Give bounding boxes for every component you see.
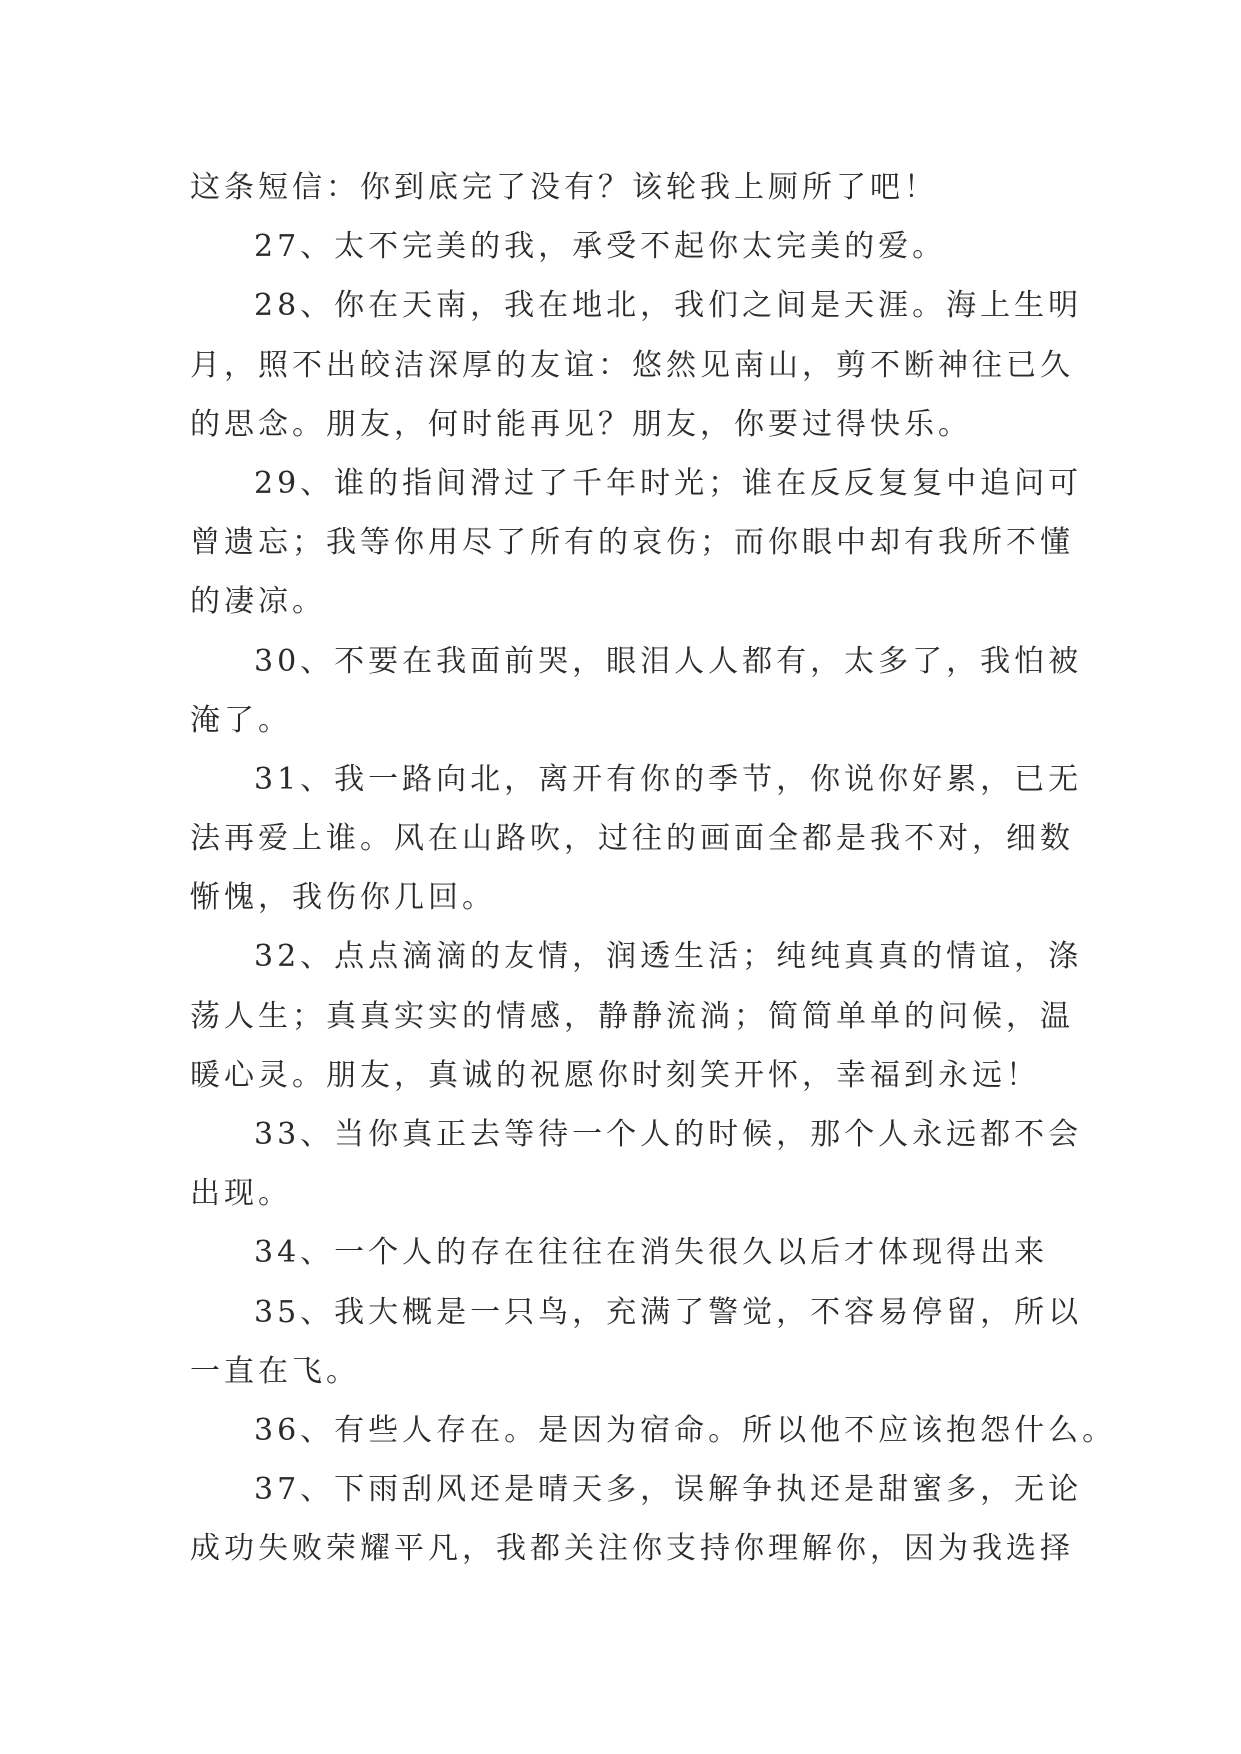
- text-line: 30、不要在我面前哭，眼泪人人都有，太多了，我怕被: [254, 643, 1083, 679]
- text-line: 的思念。朋友，何时能再见？朋友，你要过得快乐。: [190, 406, 972, 442]
- text-line: 37、下雨刮风还是晴天多，误解争执还是甜蜜多，无论: [254, 1472, 1083, 1508]
- text-line: 34、一个人的存在往往在消失很久以后才体现得出来: [254, 1235, 1049, 1271]
- text-line: 28、你在天南，我在地北，我们之间是天涯。海上生明: [254, 288, 1083, 324]
- text-line: 35、我大概是一只鸟，充满了警觉，不容易停留，所以: [254, 1294, 1083, 1330]
- text-line: 法再爱上谁。风在山路吹，过往的画面全都是我不对，细数: [190, 821, 1074, 857]
- text-line: 29、谁的指间滑过了千年时光；谁在反反复复中追问可: [254, 465, 1083, 501]
- text-line: 的凄凉。: [190, 584, 326, 620]
- text-line: 月，照不出皎洁深厚的友谊：悠然见南山，剪不断神往已久: [190, 347, 1074, 383]
- document-body: [190, 158, 1117, 1579]
- text-line: 暖心灵。朋友，真诚的祝愿你时刻笑开怀，幸福到永远！: [190, 1057, 1040, 1093]
- text-line: 曾遗忘；我等你用尽了所有的哀伤；而你眼中却有我所不懂: [190, 525, 1074, 561]
- text-line: 32、点点滴滴的友情，润透生活；纯纯真真的情谊，涤: [254, 939, 1083, 975]
- text-line: 荡人生；真真实实的情感，静静流淌；简简单单的问候，温: [190, 998, 1074, 1034]
- text-line: 成功失败荣耀平凡，我都关注你支持你理解你，因为我选择: [190, 1531, 1074, 1567]
- text-line: 36、有些人存在。是因为宿命。所以他不应该抱怨什么。: [254, 1412, 1117, 1448]
- text-line: 一直在飞。: [190, 1353, 360, 1389]
- text-line: 淹了。: [190, 702, 292, 738]
- text-line: 这条短信：你到底完了没有？该轮我上厕所了吧！: [190, 170, 938, 205]
- text-line: 27、太不完美的我，承受不起你太完美的爱。: [254, 229, 947, 265]
- text-line: 惭愧，我伤你几回。: [190, 880, 496, 916]
- text-line: 31、我一路向北，离开有你的季节，你说你好累，已无: [254, 761, 1083, 797]
- text-line: 33、当你真正去等待一个人的时候，那个人永远都不会: [254, 1117, 1083, 1152]
- text-line: 出现。: [190, 1176, 292, 1212]
